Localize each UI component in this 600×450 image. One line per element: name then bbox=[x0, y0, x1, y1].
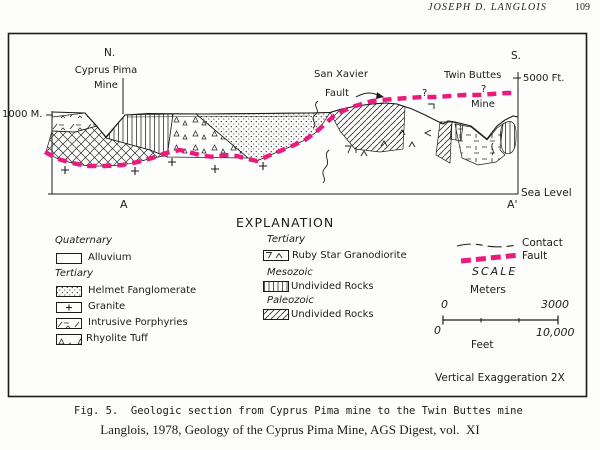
scale-feet-max: 10,000 bbox=[536, 326, 575, 339]
explanation-title: EXPLANATION bbox=[236, 215, 335, 230]
contact-line-sample bbox=[457, 244, 517, 247]
header-author: JOSEPH D. LANGLOIS bbox=[428, 2, 548, 13]
granite-swatch bbox=[56, 302, 82, 313]
header-page-number: 109 bbox=[575, 2, 590, 13]
cyprus-pima-mine-label: Cyprus Pima bbox=[74, 65, 138, 76]
twin-buttes-mine-label: Mine bbox=[471, 99, 495, 110]
scale-meters-max: 3000 bbox=[541, 298, 569, 311]
alluvium-swatch bbox=[56, 253, 82, 264]
section-endpoint-a-prime: A' bbox=[507, 198, 518, 211]
cyprus-pima-mine-label-2: Mine bbox=[94, 80, 118, 91]
mesozoic-undivided-swatch bbox=[263, 281, 289, 292]
figure-caption: Fig. 5. Geologic section from Cyprus Pima mine to the Twin Buttes mine bbox=[74, 405, 523, 417]
fault-line-sample bbox=[461, 255, 519, 261]
san-xavier-fault-label: Fault bbox=[325, 88, 349, 99]
vertical-exaggeration-label: Vertical Exaggeration 2X bbox=[435, 372, 565, 384]
era-tertiary-label: Tertiary bbox=[55, 268, 93, 279]
ruby-star-granodiorite-swatch bbox=[263, 250, 289, 261]
scale-feet-label: Feet bbox=[471, 339, 494, 351]
fault-label-arrow bbox=[356, 92, 384, 99]
intrusive-porphyries-swatch bbox=[56, 318, 82, 329]
scale-title: SCALE bbox=[472, 265, 518, 278]
intrusive-porphyries-label: Intrusive Porphyries bbox=[88, 317, 188, 328]
unit-dashed-zone bbox=[455, 124, 505, 165]
citation: Langlois, 1978, Geology of the Cyprus Pima Mine, AGS Digest, vol. XI bbox=[100, 422, 480, 437]
elevation-right-label: 5000 Ft. bbox=[523, 73, 565, 84]
rhyolite-tuff-swatch bbox=[56, 334, 82, 345]
helmet-fanglomerate-label: Helmet Fanglomerate bbox=[88, 285, 197, 296]
scale-meters-label: Meters bbox=[470, 284, 506, 296]
era-quaternary-label: Quaternary bbox=[55, 235, 113, 246]
san-xavier-label: San Xavier bbox=[314, 69, 368, 80]
south-label: S. bbox=[511, 50, 522, 62]
unit-mesozoic-blob bbox=[501, 122, 517, 154]
geologic-units bbox=[46, 103, 516, 166]
alluvium-label: Alluvium bbox=[88, 252, 132, 263]
paleozoic-undivided-label: Undivided Rocks bbox=[291, 309, 374, 320]
helmet-fanglomerate-swatch bbox=[56, 286, 82, 297]
fault-query-mark-1: ? bbox=[422, 88, 428, 99]
scale-bar bbox=[443, 316, 558, 325]
elevation-left-label: 1000 M. bbox=[2, 109, 43, 120]
fault-label: Fault bbox=[522, 250, 548, 262]
sea-level-label: Sea Level bbox=[521, 187, 572, 199]
scale-feet-min: 0 bbox=[434, 324, 441, 337]
unit-paleozoic-patch bbox=[436, 122, 452, 163]
era-paleozoic-label: Paleozoic bbox=[267, 295, 314, 306]
era-tertiary-mid-label: Tertiary bbox=[267, 234, 305, 245]
ruby-star-granodiorite-label: Ruby Star Granodiorite bbox=[292, 250, 407, 261]
era-mesozoic-label: Mesozoic bbox=[267, 267, 313, 278]
north-label: N. bbox=[104, 47, 116, 59]
twin-buttes-label: Twin Buttes bbox=[444, 70, 502, 81]
contact-label: Contact bbox=[522, 237, 563, 249]
rhyolite-tuff-label: Rhyolite Tuff bbox=[86, 333, 148, 344]
granite-label: Granite bbox=[88, 301, 126, 312]
paleozoic-undivided-swatch bbox=[263, 309, 289, 320]
mesozoic-undivided-label: Undivided Rocks bbox=[291, 281, 374, 292]
scale-meters-min: 0 bbox=[441, 298, 448, 311]
section-endpoint-a: A bbox=[120, 198, 128, 211]
fault-query-mark-2: ? bbox=[481, 84, 487, 95]
